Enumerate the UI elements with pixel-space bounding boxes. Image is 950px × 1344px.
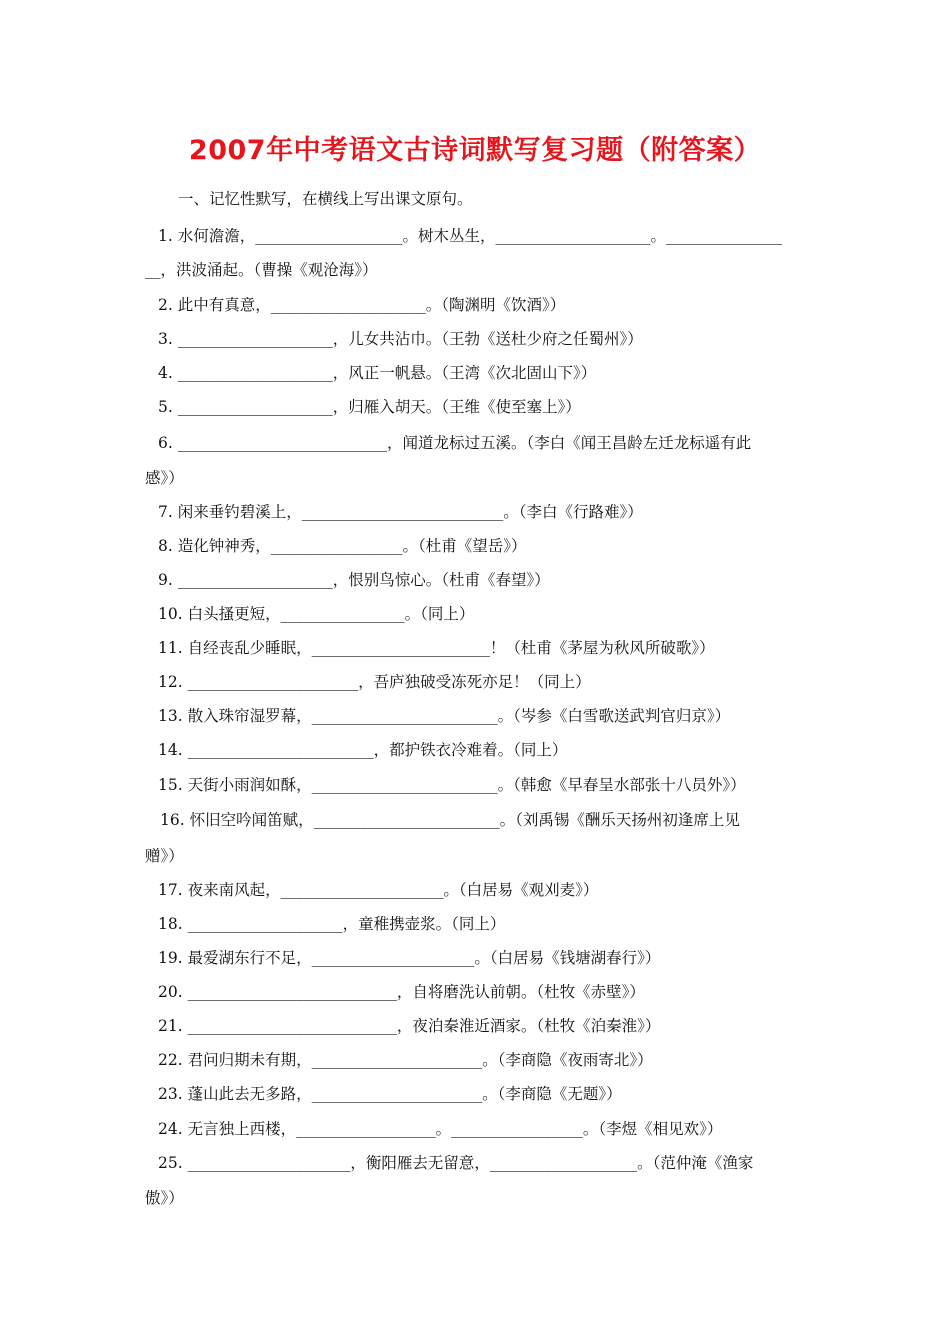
question-15: 15. 天街小雨润如酥，________________________。（韩愈《早春呈水部张十八员外》）	[158, 776, 746, 794]
question-24: 24. 无言独上西楼，__________________。_________________。（李煜《相见欢》）	[158, 1120, 723, 1138]
question-10: 10. 白头搔更短，________________。（同上）	[158, 605, 475, 623]
question-6: 6. ___________________________，闻道龙标过五溪。（李白《闻王昌龄左迁龙标遥有此	[158, 434, 752, 452]
question-9: 9. ____________________，恨别鸟惊心。（杜甫《春望》）	[158, 571, 550, 589]
question-4: 4. ____________________，风正一帆悬。（王湾《次北固山下》）	[158, 364, 597, 382]
question-21: 21. ___________________________，夜泊秦淮近酒家。（杜牧《泊秦淮》）	[158, 1017, 661, 1035]
question-12: 12. ______________________，吾庐独破受冻死亦足！（同上）	[158, 673, 591, 691]
question-2: 2. 此中有真意，____________________。（陶渊明《饮酒》）	[158, 296, 566, 314]
question-3: 3. ____________________，儿女共沾巾。（王勃《送杜少府之任蜀州》）	[158, 330, 643, 348]
question-20: 20. ___________________________，自将磨洗认前朝。（杜牧《赤壁》）	[158, 983, 645, 1001]
question-14: 14. ________________________，都护铁衣冷难着。（同上）	[158, 741, 568, 759]
question-19: 19. 最爱湖东行不足，_____________________。（白居易《钱塘湖春行》）	[158, 949, 661, 967]
question-7: 7. 闲来垂钓碧溪上，__________________________。（李白《行路难》）	[158, 503, 643, 521]
question-16: 16. 怀旧空吟闻笛赋，________________________。（刘禹锡《酬乐天扬州初逢席上见	[160, 811, 740, 829]
question-25: 25. _____________________，衡阳雁去无留意，___________________。（范仲淹《渔家	[158, 1154, 754, 1172]
section-heading: 一、记忆性默写，在横线上写出课文原句。	[178, 190, 473, 208]
question-18: 18. ____________________，童稚携壶浆。（同上）	[158, 915, 506, 933]
question-17: 17. 夜来南风起，_____________________。（白居易《观刈麦》）	[158, 881, 599, 899]
question-22: 22. 君问归期未有期，______________________。（李商隐《夜雨寄北》）	[158, 1051, 653, 1069]
document-title: 2007年中考语文古诗词默写复习题（附答案）	[188, 135, 762, 166]
question-1: 1. 水何澹澹，___________________。树木丛生，____________________。_______________	[158, 227, 783, 245]
question-8: 8. 造化钟神秀，_________________。（杜甫《望岳》）	[158, 537, 527, 555]
question-13: 13. 散入珠帘湿罗幕，________________________。（岑参《白雪歌送武判官归京》）	[158, 707, 731, 725]
question-6-continued: 感》）	[145, 469, 184, 487]
question-1-continued: __，洪波涌起。（曹操《观沧海》）	[145, 261, 378, 279]
question-5: 5. ____________________，归雁入胡天。（王维《使至塞上》）	[158, 398, 581, 416]
question-25-continued: 傲》）	[145, 1189, 184, 1207]
question-23: 23. 蓬山此去无多路，______________________。（李商隐《无题》）	[158, 1085, 622, 1103]
question-16-continued: 赠》）	[145, 847, 184, 865]
question-11: 11. 自经丧乱少睡眠，_______________________！（杜甫《茅屋为秋风所破歌》）	[158, 639, 715, 657]
